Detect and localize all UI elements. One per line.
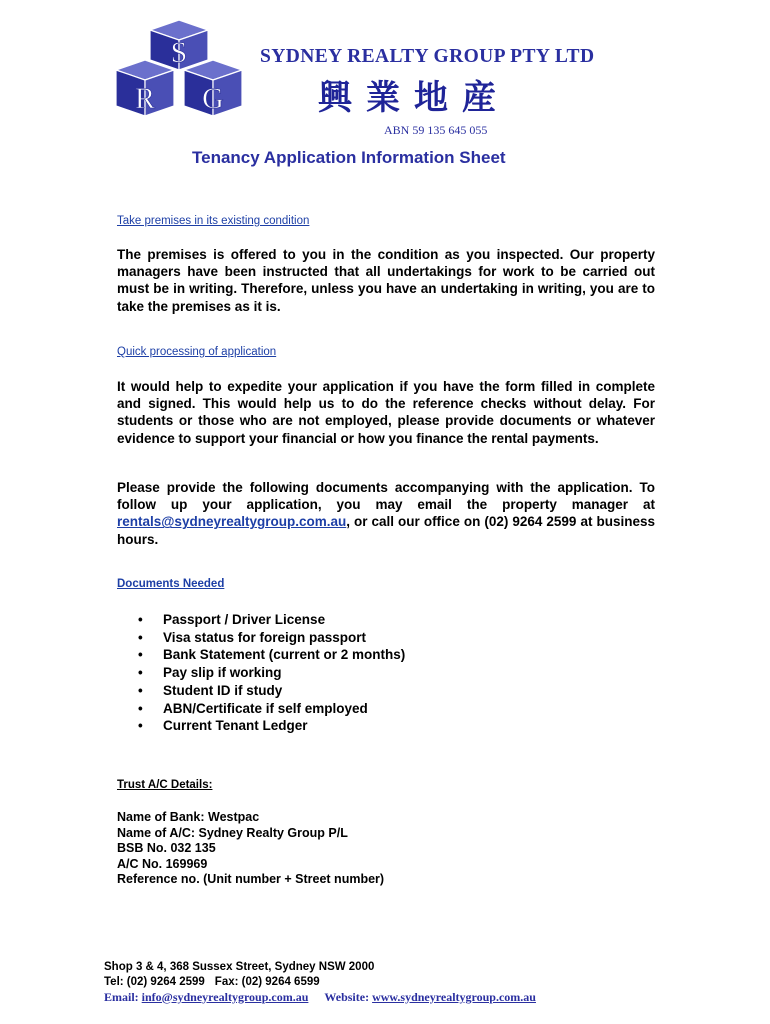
bullet: •	[138, 647, 143, 663]
bullet: •	[138, 629, 143, 645]
footer-website-link[interactable]: www.sydneyrealtygroup.com.au	[372, 989, 536, 1004]
account-number: A/C No. 169969	[117, 856, 208, 871]
footer-phone-fax	[104, 975, 536, 990]
bsb-number: BSB No. 032 135	[117, 841, 216, 856]
rentals-email-link[interactable]: rentals@sydneyrealtygroup.com.au	[117, 514, 347, 530]
list-item	[136, 700, 405, 718]
document-item-label: Student ID if study	[163, 682, 283, 698]
company-name: SYDNEY REALTY GROUP PTY LTD	[260, 46, 595, 67]
account-name: Name of A/C: Sydney Realty Group P/L	[117, 825, 348, 840]
abn-number: ABN 59 135 645 055	[384, 123, 488, 137]
bullet: •	[138, 665, 143, 681]
bank-name: Name of Bank: Westpac	[117, 810, 260, 824]
heading-existing-condition: Take premises in its existing condition	[117, 215, 310, 227]
paragraph-existing-condition: The premises is offered to you in the condition as you inspected. Our property managers have been instructed that all undertakings for work to be carried out must be in writing. Therefore, unless you have an undertaking in writing, you are to take the premises as it is.	[117, 247, 655, 314]
trust-details	[117, 810, 384, 888]
list-item	[136, 611, 405, 629]
bullet: •	[138, 700, 143, 716]
footer-contact-line	[104, 990, 536, 1005]
bullet: •	[138, 718, 143, 734]
documents-list	[136, 611, 405, 735]
list-item	[136, 629, 405, 647]
list-item	[136, 717, 405, 735]
provide-documents-text-after: , or call our office on (02) 9264 2599 at business hours.	[117, 514, 655, 547]
paragraph-provide-documents	[117, 479, 655, 548]
document-title: Tenancy Application Information Sheet	[192, 148, 506, 167]
bullet: •	[138, 612, 143, 627]
document-item-label: Pay slip if working	[163, 665, 282, 681]
heading-trust-details: Trust A/C Details:	[117, 779, 213, 791]
footer-email-label: Email:	[104, 989, 139, 1004]
heading-quick-processing: Quick processing of application	[117, 346, 277, 358]
footer	[104, 960, 536, 1004]
footer-email-link[interactable]: info@sydneyrealtygroup.com.au	[141, 989, 309, 1004]
document-item-label: ABN/Certificate if self employed	[163, 700, 368, 716]
reference-note: Reference no. (Unit number + Street number)	[117, 872, 385, 887]
footer-tel: Tel: (02) 9264 2599	[104, 975, 205, 988]
bullet: •	[138, 682, 143, 698]
document-item-label: Current Tenant Ledger	[163, 718, 308, 734]
logo-letter-r: R	[134, 82, 156, 115]
paragraph-quick-processing: It would help to expedite your application if you have the form filled in complete and signed. This would help us to do the reference checks without delay. For students or those who are not employed, please provide documents or whatever evidence to support your financial or how you finance the rental payments.	[117, 379, 655, 446]
provide-documents-text: Please provide the following documents accompanying with the application. To follow up your application, you may email the property manager at	[117, 480, 655, 513]
document-item-label: Bank Statement (current or 2 months)	[163, 647, 406, 663]
document-item-label: Visa status for foreign passport	[163, 629, 367, 645]
logo-letter-s: S	[170, 36, 188, 69]
logo-letter-g: G	[202, 82, 224, 115]
list-item	[136, 682, 405, 700]
footer-address: Shop 3 & 4, 368 Sussex Street, Sydney NSW 2000	[104, 961, 375, 973]
footer-website-label: Website:	[324, 989, 370, 1004]
company-logo	[112, 18, 246, 118]
footer-fax: Fax: (02) 9264 6599	[214, 975, 320, 988]
company-chinese-name: 興業地産	[318, 78, 510, 118]
list-item	[136, 664, 405, 682]
list-item	[136, 646, 405, 664]
document-item-label: Passport / Driver License	[163, 612, 326, 627]
heading-documents-needed: Documents Needed	[117, 578, 225, 590]
